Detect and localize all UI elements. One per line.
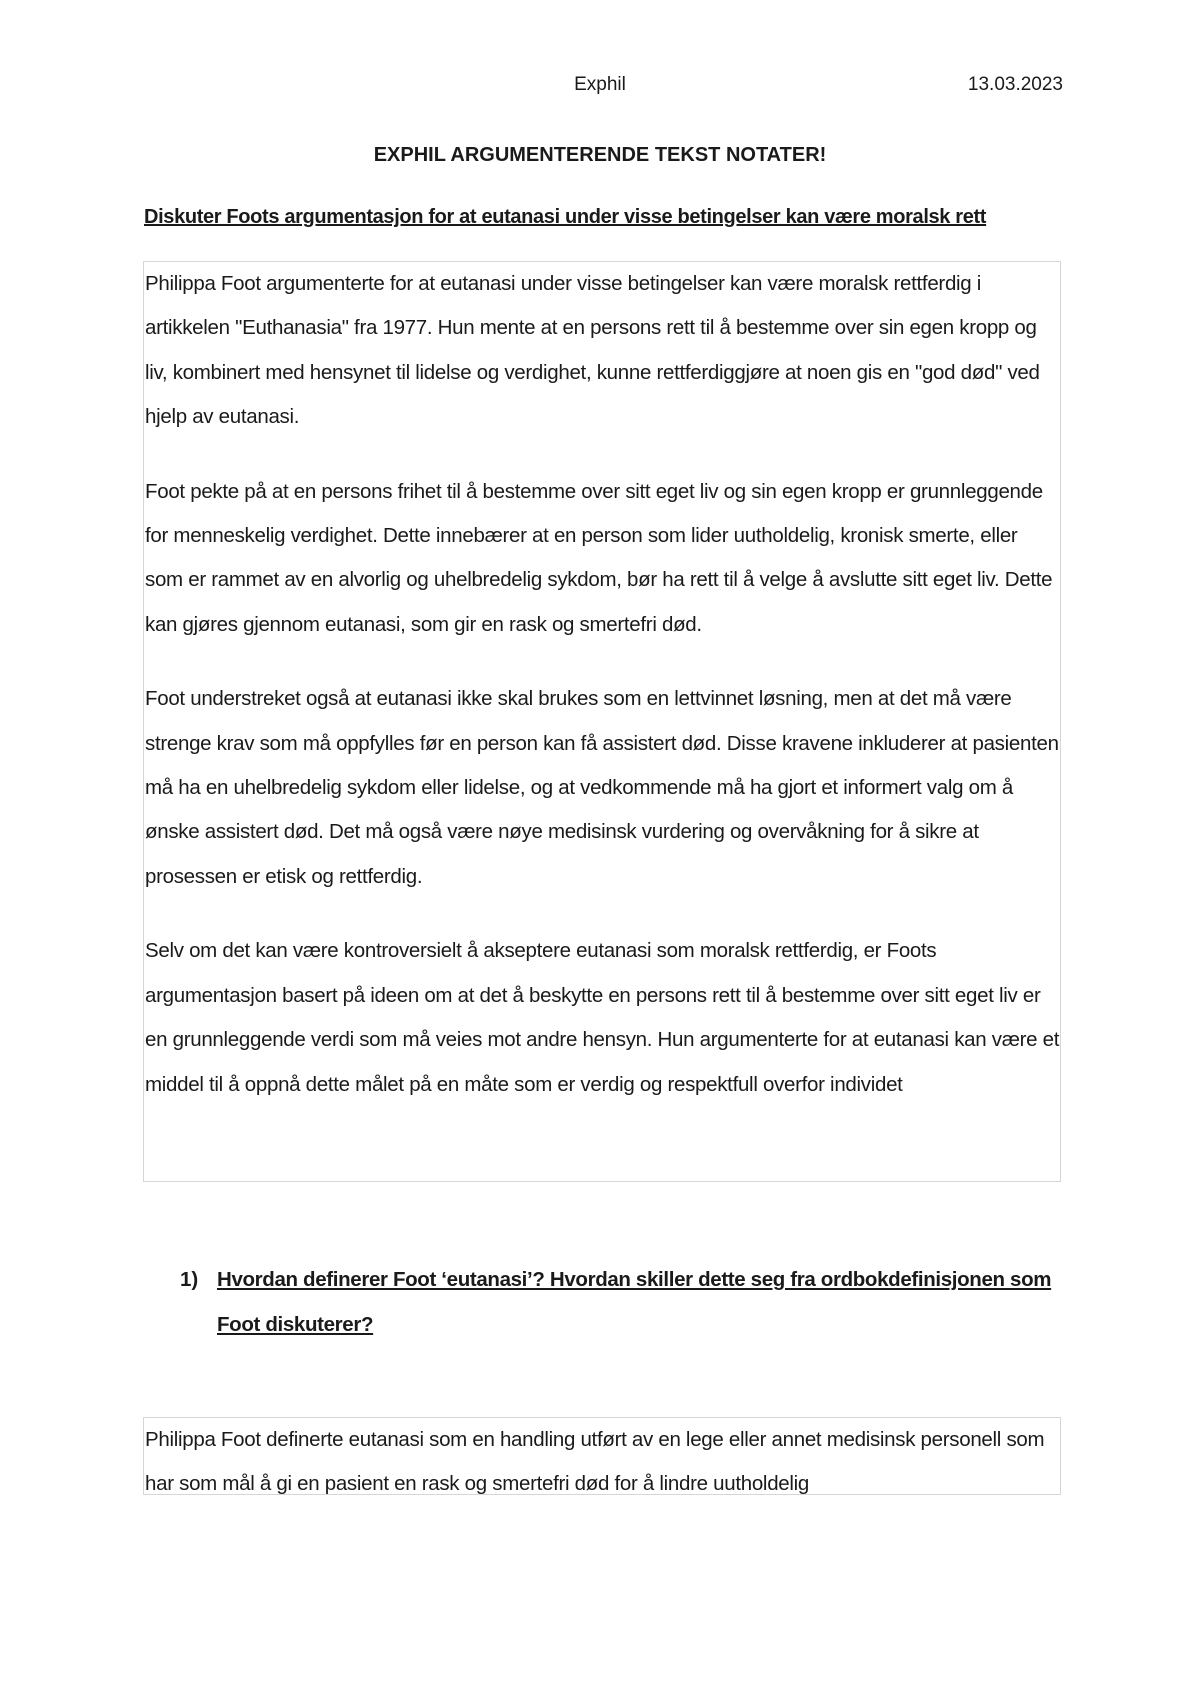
header-date: 13.03.2023 <box>967 74 1063 95</box>
answer-textbox-2[interactable] <box>143 1417 1061 1495</box>
answer-paragraph: Foot pekte på at en persons frihet til å bestemme over sitt eget liv og sin egen kropp er grunnleggende for menneskelig verdighet. Dette innebærer at en person som lider uutholdelig, kronisk smerte, eller som er rammet av en alvorlig og uhelbredelig sykdom, bør ha rett til å velge å avslutte sitt eget liv. Dette kan gjøres gjennom eutanasi, som gir en rask og smertefri død. <box>145 479 1053 636</box>
header-course: Exphil <box>574 74 626 95</box>
document-title: EXPHIL ARGUMENTERENDE TEKST NOTATER! <box>373 144 827 166</box>
answer-paragraph: Philippa Foot definerte eutanasi som en handling utført av en lege eller annet medisinsk personell som har som mål å gi en pasient en rask og smertefri død for å lindre uutholdelig <box>145 1428 1045 1495</box>
answer-paragraph: Philippa Foot argumenterte for at eutanasi under visse betingelser kan være moralsk rettferdig i artikkelen "Euthanasia" fra 1977. Hun mente at en persons rett til å bestemme over sin egen kropp og liv, kombinert med hensynet til lidelse og verdighet, kunne rettferdiggjøre at noen gis en "god død" ved hjelp av eutanasi. <box>145 272 1040 429</box>
answer-textbox-1[interactable] <box>143 261 1061 1182</box>
document-subtitle: Diskuter Foots argumentasjon for at eutanasi under visse betingelser kan være moralsk rett <box>144 206 987 228</box>
question-1 <box>180 1257 1080 1347</box>
question-number: 1) <box>180 1268 199 1291</box>
answer-paragraph: Foot understreket også at eutanasi ikke skal brukes som en lettvinnet løsning, men at det må være strenge krav som må oppfylles før en person kan få assistert død. Disse kravene inkluderer at pasienten må ha en uhelbredelig sykdom eller lidelse, og at vedkommende må ha gjort et informert valg om å ønske assistert død. Det må også være nøye medisinsk vurdering og overvåkning for å sikre at prosessen er etisk og rettferdig. <box>145 687 1059 888</box>
answer-paragraph: Selv om det kan være kontroversielt å akseptere eutanasi som moralsk rettferdig, er Foots argumentasjon basert på ideen om at det å beskytte en persons rett til å bestemme over sitt eget liv er en grunnleggende verdi som må veies mot andre hensyn. Hun argumenterte for at eutanasi kan være et middel til å oppnå dette målet på en måte som er verdig og respektfull overfor individet <box>145 939 1060 1096</box>
question-text: Hvordan definerer Foot ‘eutanasi’? Hvordan skiller dette seg fra ordbokdefinisjonen som Foot diskuterer? <box>217 1268 1052 1336</box>
